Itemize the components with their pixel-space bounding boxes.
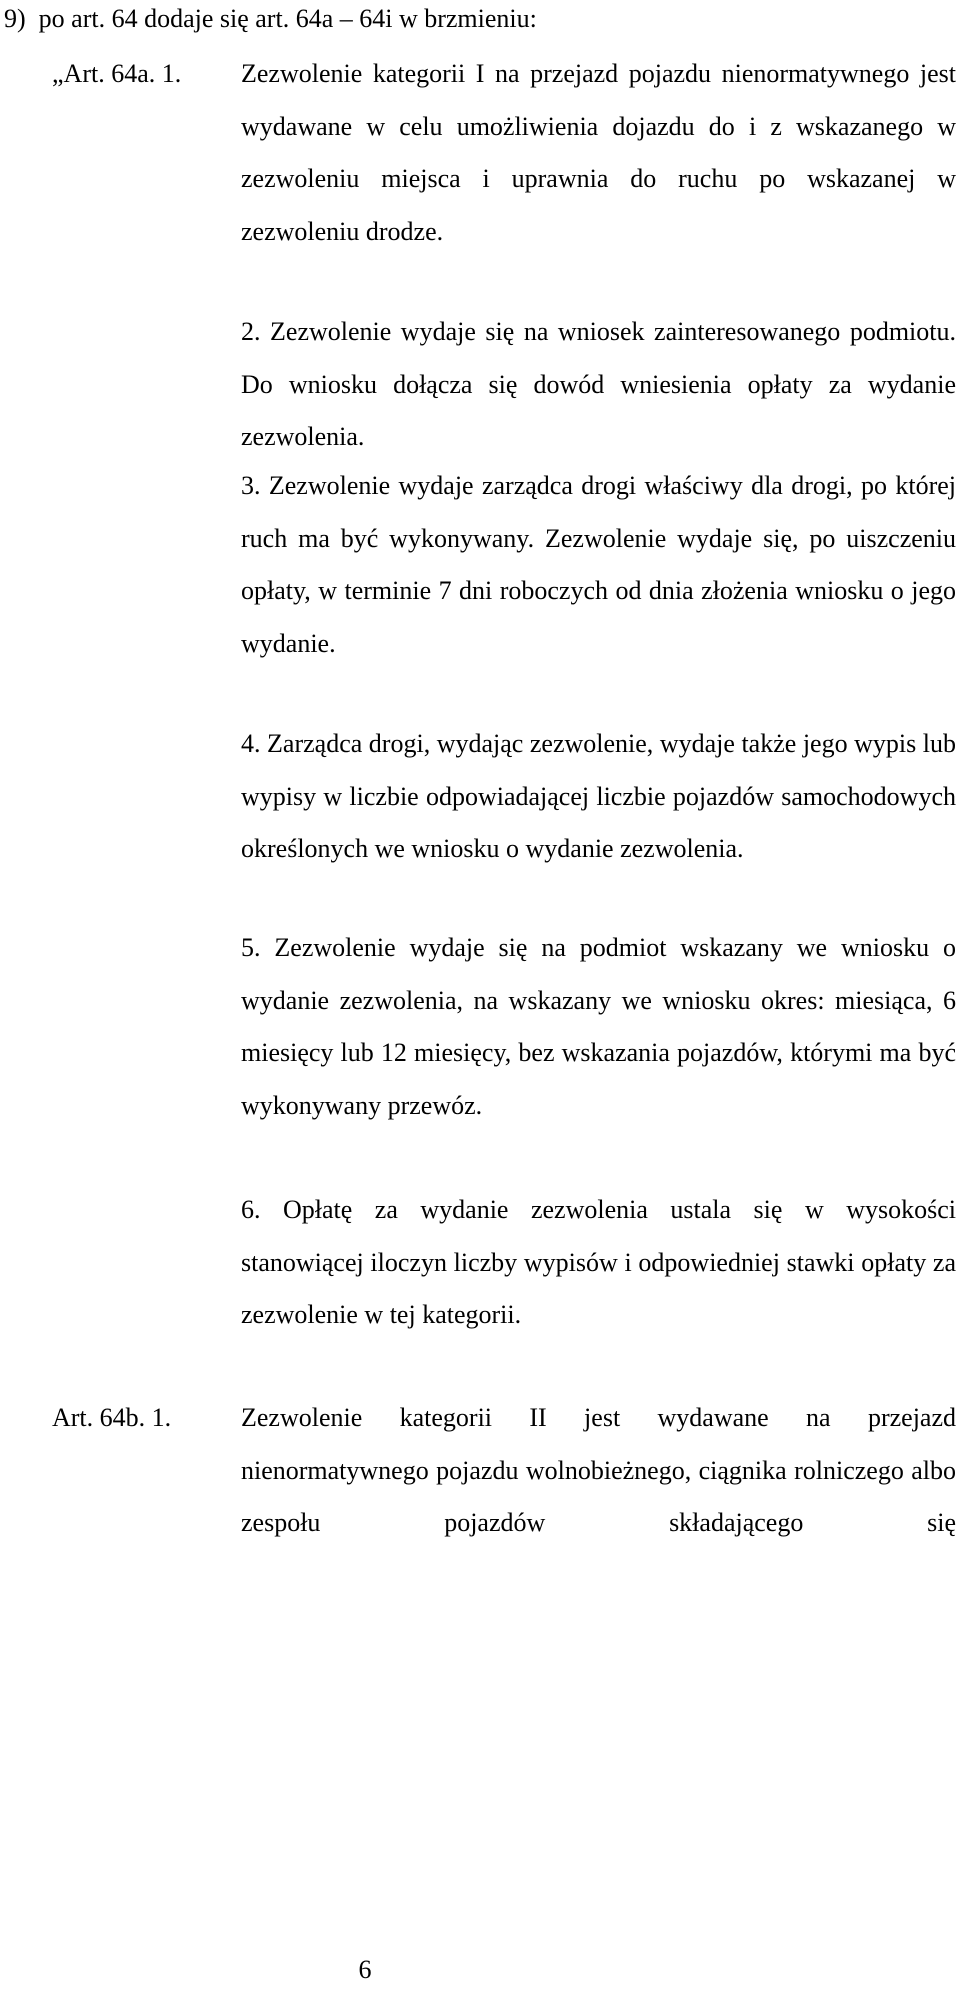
art-64a-label: „Art. 64a. 1.	[52, 59, 182, 88]
art-64b-para-1: Zezwolenie kategorii II jest wydawane na przejazd nienormatywnego pojazdu wolnobieżnego, ciągnika rolniczego albo zespołu pojazdów składającego się	[241, 1403, 956, 1537]
art-64a-para-2: 2. Zezwolenie wydaje się na wniosek zainteresowanego podmiotu. Do wniosku dołącza się dowód wniesienia opłaty za wydanie zezwolenia.	[241, 317, 956, 451]
page-number: 6	[358, 1955, 372, 1984]
amendment-intro: 9) po art. 64 dodaje się art. 64a – 64i w brzmieniu:	[4, 4, 537, 33]
art-64a-para-4: 4. Zarządca drogi, wydając zezwolenie, wydaje także jego wypis lub wypisy w liczbie odpowiadającej liczbie pojazdów samochodowych określonych we wniosku o wydanie zezwolenia.	[241, 729, 956, 863]
art-64a-para-6: 6. Opłatę za wydanie zezwolenia ustala się w wysokości stanowiącej iloczyn liczby wypisów i odpowiedniej stawki opłaty za zezwolenie w tej kategorii.	[241, 1195, 956, 1329]
art-64a-para-5: 5. Zezwolenie wydaje się na podmiot wskazany we wniosku o wydanie zezwolenia, na wskazany we wniosku okres: miesiąca, 6 miesięcy lub 12 miesięcy, bez wskazania pojazdów, którymi ma być wykonywany przewóz.	[241, 933, 956, 1120]
art-64b-label: Art. 64b. 1.	[52, 1403, 172, 1432]
art-64a-para-1: Zezwolenie kategorii I na przejazd pojazdu nienormatywnego jest wydawane w celu umożliwienia dojazdu do i z wskazanego w zezwoleniu miejsca i uprawnia do ruchu po wskazanej w zezwoleniu drodze.	[241, 59, 956, 246]
art-64a-para-3: 3. Zezwolenie wydaje zarządca drogi właściwy dla drogi, po której ruch ma być wykonywany. Zezwolenie wydaje się, po uiszczeniu opłaty, w terminie 7 dni roboczych od dnia złożenia wniosku o jego wydanie.	[241, 471, 956, 658]
